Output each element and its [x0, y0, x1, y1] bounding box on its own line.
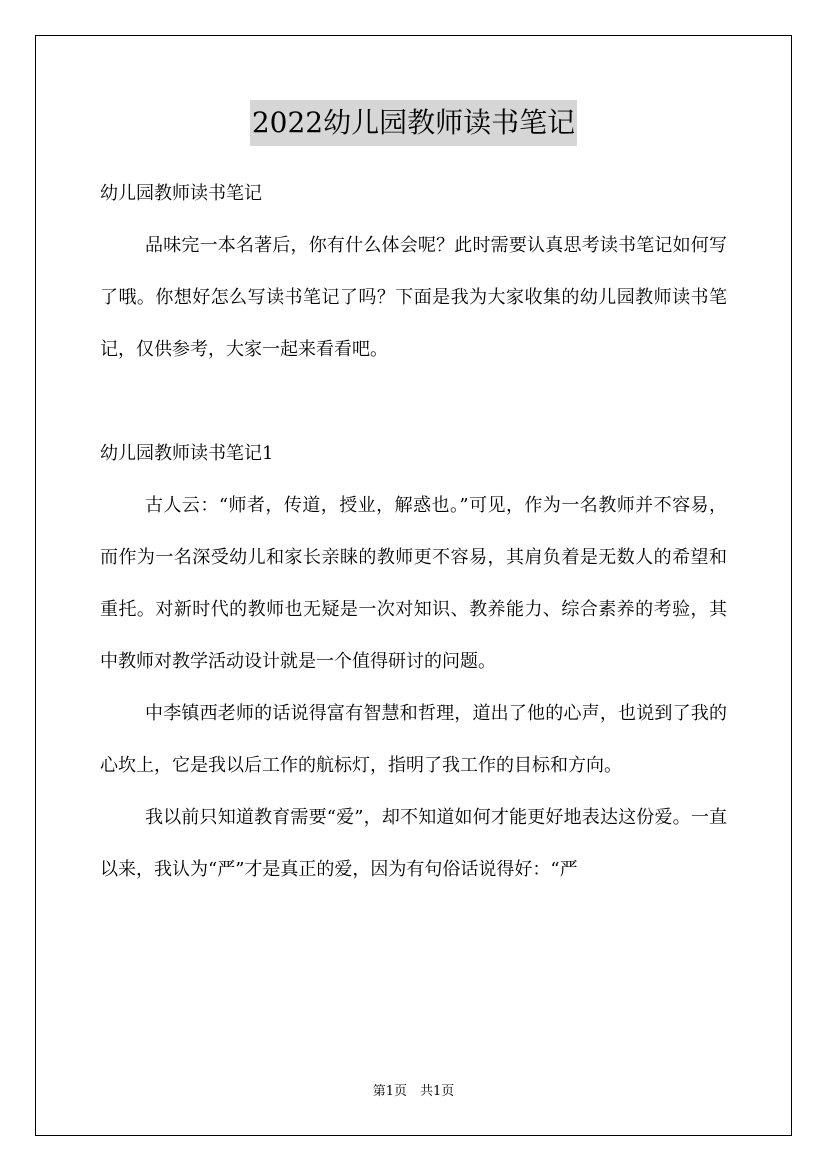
document-body — [100, 168, 727, 896]
title-container — [0, 100, 827, 146]
page-footer — [0, 1082, 827, 1102]
document-title: 2022幼儿园教师读书笔记 — [250, 100, 577, 146]
section-spacer — [100, 376, 727, 428]
section-heading: 幼儿园教师读书笔记1 — [100, 443, 274, 464]
body-paragraph-3: 我以前只知道教育需要“爱”，却不知道如何才能更好地表达这份爱。一直以来，我认为“严”才是真正的爱，因为有句俗话说得好：“严 — [100, 807, 727, 880]
subtitle: 幼儿园教师读书笔记 — [100, 183, 262, 204]
body-paragraph-2: 中李镇西老师的话说得富有智慧和哲理，道出了他的心声，也说到了我的心坎上，它是我以后工作的航标灯，指明了我工作的目标和方向。 — [100, 703, 727, 776]
body-paragraph-1: 古人云：“师者，传道，授业，解惑也。”可见，作为一名教师并不容易，而作为一名深受幼儿和家长亲睐的教师更不容易，其肩负着是无数人的希望和重托。对新时代的教师也无疑是一次对知识、教养能力、综合素养的考验，其中教师对教学活动设计就是一个值得研讨的问题。 — [100, 495, 727, 672]
intro-paragraph: 品味完一本名著后，你有什么体会呢？此时需要认真思考读书笔记如何写了哦。你想好怎么写读书笔记了吗？下面是我为大家收集的幼儿园教师读书笔记，仅供参考，大家一起来看看吧。 — [100, 235, 727, 360]
page-number: 第1页 共1页 — [372, 1084, 455, 1099]
